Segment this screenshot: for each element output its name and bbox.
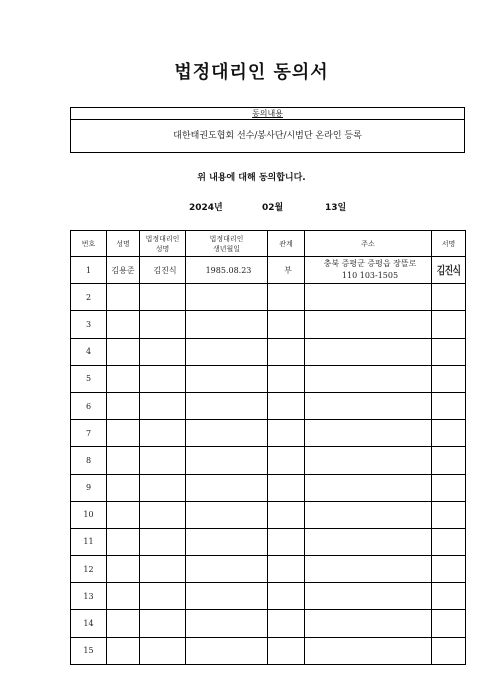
row-agent-name [140,528,186,555]
row-agent-name [140,420,186,447]
document-title: 법정대리인 동의서 [174,62,329,83]
row-signature [432,447,466,474]
table-row [71,284,466,311]
row-signature [432,474,466,501]
row-name [107,365,140,392]
row-agent-name [140,474,186,501]
row-agent-birth [186,338,268,365]
header-agent-birth-line1: 법정대리인 [209,234,244,243]
header-address: 주소 [305,231,432,257]
row-number: 3 [71,311,107,338]
row-signature [432,610,466,637]
row-agent-birth [186,501,268,528]
table-row [71,392,466,419]
row-signature [432,338,466,365]
row-relation [268,284,305,311]
row-agent-name [140,338,186,365]
row-signature [432,392,466,419]
row-agent-birth [186,637,268,664]
row-address [305,583,432,610]
row-number: 6 [71,392,107,419]
row-agent-name [140,637,186,664]
table-row [71,501,466,528]
header-agent-name [140,231,186,257]
table-row [71,528,466,555]
consent-header-label: 동의내용 [252,109,283,118]
row-number: 5 [71,365,107,392]
row-agent-birth [186,610,268,637]
row-address [305,501,432,528]
row-relation [268,338,305,365]
header-agent-birth-line2: 생년월일 [212,244,241,253]
row-name [107,392,140,419]
row-relation [268,420,305,447]
row-name: 김용준 [107,257,140,284]
header-relation: 관계 [268,231,305,257]
row-agent-name [140,501,186,528]
row-relation [268,447,305,474]
row-name [107,556,140,583]
date-month: 02월 [262,203,284,213]
header-row [71,231,466,257]
row-number: 14 [71,610,107,637]
table-row [71,583,466,610]
row-signature [432,311,466,338]
row-address [305,338,432,365]
row-address [305,420,432,447]
row-name [107,284,140,311]
row-number: 2 [71,284,107,311]
row-agent-birth: 1985.08.23 [186,257,268,284]
row-name [107,474,140,501]
row-relation [268,583,305,610]
row-relation: 부 [268,257,305,284]
table-row [71,610,466,637]
row-agent-birth [186,583,268,610]
row-name [107,338,140,365]
row-agent-birth [186,528,268,555]
row-signature [432,257,466,284]
table-row [71,338,466,365]
row-agent-birth [186,284,268,311]
header-agent-name-line1: 법정대리인 [145,234,180,243]
row-agent-birth [186,311,268,338]
row-signature [432,284,466,311]
row-signature [432,528,466,555]
row-relation [268,365,305,392]
row-number: 10 [71,501,107,528]
row-relation [268,637,305,664]
table-row [71,365,466,392]
row-number: 12 [71,556,107,583]
row-number: 7 [71,420,107,447]
address-line1: 충북 증평군 증평읍 장뜰로 [323,259,417,269]
row-address [305,528,432,555]
row-agent-birth [186,365,268,392]
table-row [71,447,466,474]
row-agent-name [140,556,186,583]
row-address [305,474,432,501]
row-address [305,311,432,338]
row-name [107,610,140,637]
row-relation [268,392,305,419]
table-row [71,474,466,501]
row-relation [268,528,305,555]
row-address [305,556,432,583]
table-row [71,420,466,447]
row-address [305,392,432,419]
row-agent-name: 김진식 [140,257,186,284]
address-line2: 110 103-1505 [341,271,399,281]
date-day: 13일 [325,203,347,213]
row-address [305,284,432,311]
row-agent-name [140,447,186,474]
row-agent-birth [186,447,268,474]
row-address [305,257,432,284]
row-number: 15 [71,637,107,664]
row-name [107,420,140,447]
row-number: 4 [71,338,107,365]
date-year: 2024년 [189,203,223,213]
row-signature [432,556,466,583]
table-row [71,637,466,664]
consent-box [70,107,465,153]
row-signature [432,583,466,610]
roster-table [70,230,466,665]
table-row [71,257,466,284]
row-agent-name [140,583,186,610]
header-no: 번호 [71,231,107,257]
row-relation [268,474,305,501]
row-signature [432,637,466,664]
row-number: 9 [71,474,107,501]
row-number: 1 [71,257,107,284]
header-signature: 서명 [432,231,466,257]
row-agent-birth [186,420,268,447]
row-address [305,610,432,637]
row-agent-name [140,311,186,338]
row-agent-birth [186,474,268,501]
row-relation [268,610,305,637]
row-relation [268,311,305,338]
row-name [107,447,140,474]
row-number: 8 [71,447,107,474]
row-agent-name [140,392,186,419]
row-signature [432,420,466,447]
agree-statement: 위 내용에 대해 동의합니다. [197,173,306,183]
row-agent-birth [186,556,268,583]
header-agent-name-line2: 성명 [155,244,170,253]
row-signature [432,501,466,528]
row-name [107,583,140,610]
header-agent-birth [186,231,268,257]
row-relation [268,501,305,528]
row-name [107,501,140,528]
row-agent-birth [186,392,268,419]
row-agent-name [140,610,186,637]
row-agent-name [140,284,186,311]
handwritten-signature: 김진식 [436,264,461,278]
row-signature [432,365,466,392]
consent-body: 대한태권도협회 선수/봉사단/시범단 온라인 등록 [173,131,362,141]
header-name: 성명 [107,231,140,257]
row-number: 13 [71,583,107,610]
row-address [305,447,432,474]
row-address [305,637,432,664]
row-address [305,365,432,392]
table-row [71,311,466,338]
row-name [107,528,140,555]
row-relation [268,556,305,583]
row-name [107,311,140,338]
row-name [107,637,140,664]
row-number: 11 [71,528,107,555]
row-agent-name [140,365,186,392]
table-row [71,556,466,583]
consent-header [71,108,464,120]
